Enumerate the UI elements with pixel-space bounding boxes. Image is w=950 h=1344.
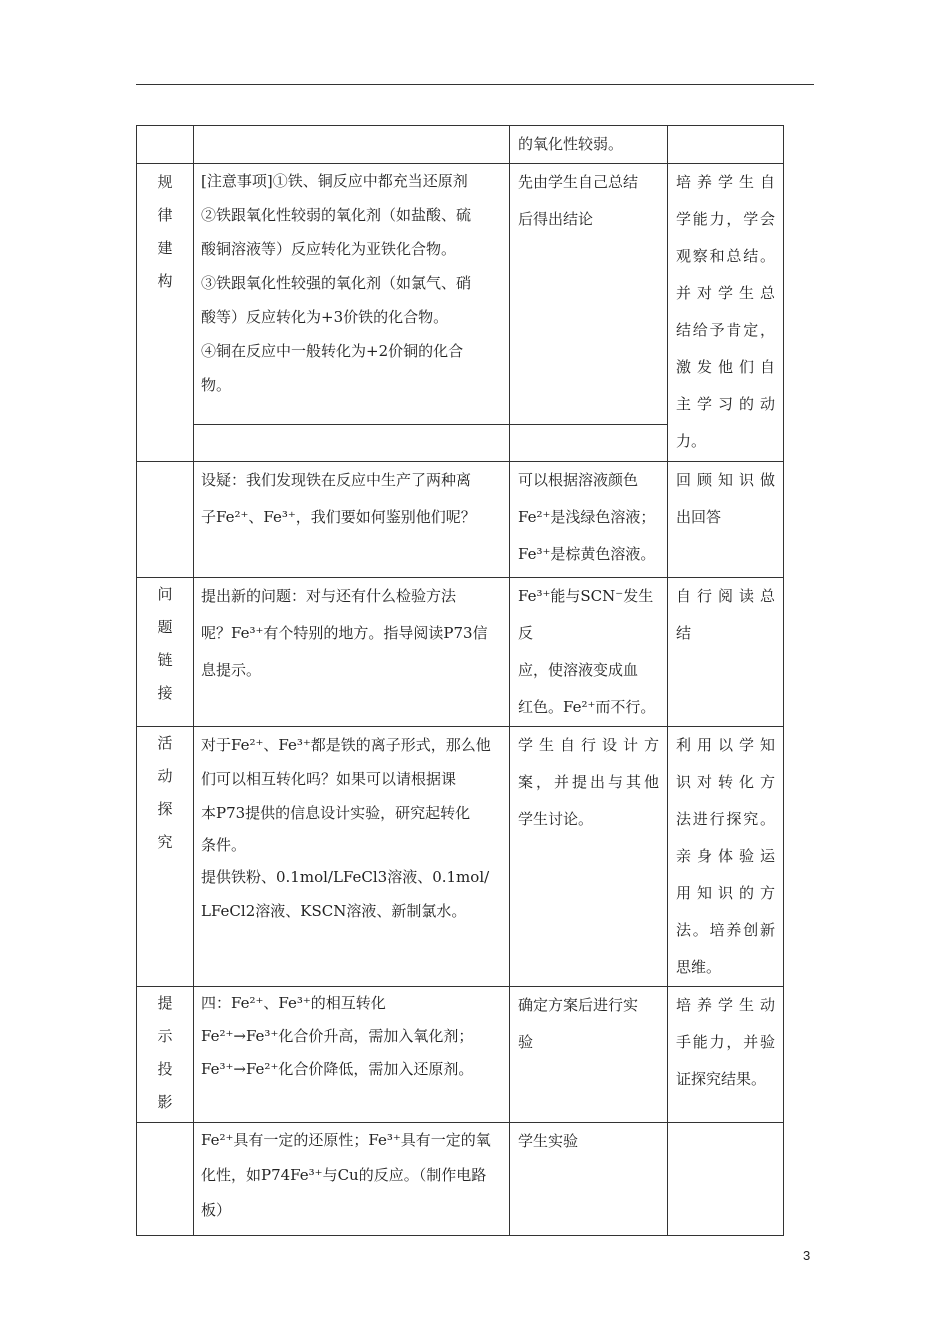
student-line: 学生讨论。 xyxy=(518,810,594,828)
content-line: 呢？Fe³⁺有个特别的地方。指导阅读P73信 xyxy=(201,624,488,642)
stage-char: 建 xyxy=(157,239,173,257)
table-row xyxy=(137,987,784,1123)
content-line: LFeCl2溶液、KSCN溶液、新制氯水。 xyxy=(201,902,467,920)
purpose-cell xyxy=(668,462,784,578)
content-line: 化性，如P74Fe³⁺与Cu的反应。（制作电路 xyxy=(201,1166,487,1184)
stage-char: 律 xyxy=(157,206,173,224)
student-line: 确定方案后进行实 xyxy=(518,996,639,1014)
purpose-line: 结 xyxy=(676,624,692,642)
student-line: Fe²⁺是浅绿色溶液； xyxy=(518,508,656,526)
student-activity-cell xyxy=(510,727,668,987)
table-row xyxy=(137,462,784,578)
stage-char: 示 xyxy=(157,1027,173,1045)
purpose-line: 利用以学知 xyxy=(676,736,775,754)
student-line: 后得出结论 xyxy=(518,210,594,228)
student-activity-cell xyxy=(510,1123,668,1236)
content-line: [注意事项]①铁、铜反应中都充当还原剂 xyxy=(201,172,468,190)
table-row xyxy=(137,126,784,164)
content-cell xyxy=(194,987,510,1123)
student-activity-cell xyxy=(510,987,668,1123)
page-number: 3 xyxy=(803,1248,811,1263)
purpose-line: 法进行探究。 xyxy=(676,810,775,828)
table-row xyxy=(137,727,784,987)
purpose-line: 亲身体验运 xyxy=(676,847,775,865)
content-line: 提供铁粉、0.1mol/LFeCl3溶液、0.1mol/ xyxy=(201,868,490,886)
stage-char: 规 xyxy=(157,173,173,191)
content-line: 板） xyxy=(201,1201,232,1219)
content-cell xyxy=(194,164,510,462)
purpose-line: 培养学生动 xyxy=(676,996,775,1014)
content-line: 酸等）反应转化为+3价铁的化合物。 xyxy=(201,308,449,326)
content-line: 四：Fe²⁺、Fe³⁺的相互转化 xyxy=(201,994,386,1012)
purpose-line: 并对学生总 xyxy=(676,284,775,302)
content-line: Fe²⁺具有一定的还原性；Fe³⁺具有一定的氧 xyxy=(201,1131,491,1149)
stage-cell xyxy=(137,126,194,164)
table-row xyxy=(137,578,784,727)
inner-divider xyxy=(194,424,509,461)
content-line: 酸铜溶液等）反应转化为亚铁化合物。 xyxy=(201,240,457,258)
stage-char: 链 xyxy=(157,651,173,669)
stage-char: 动 xyxy=(157,767,173,785)
purpose-line: 自行阅读总 xyxy=(676,587,775,605)
stage-cell xyxy=(137,727,194,987)
stage-char: 影 xyxy=(157,1093,173,1111)
purpose-cell xyxy=(668,578,784,727)
purpose-line: 手能力，并验 xyxy=(676,1033,775,1051)
stage-char: 投 xyxy=(157,1060,173,1078)
stage-cell xyxy=(137,578,194,727)
student-line: 案，并提出与其他 xyxy=(518,773,659,791)
content-line: 条件。 xyxy=(201,836,247,854)
purpose-line: 观察和总结。 xyxy=(676,247,775,265)
content-line: 子Fe²⁺、Fe³⁺，我们要如何鉴别他们呢？ xyxy=(201,508,476,526)
content-line: ③铁跟氧化性较强的氧化剂（如氯气、硝 xyxy=(201,274,472,292)
purpose-cell xyxy=(668,164,784,462)
content-line: 对于Fe²⁺、Fe³⁺都是铁的离子形式，那么他 xyxy=(201,736,491,754)
stage-char: 提 xyxy=(157,994,173,1012)
purpose-line: 回顾知识做 xyxy=(676,471,775,489)
purpose-cell xyxy=(668,727,784,987)
student-line: 的氧化性较弱。 xyxy=(518,135,624,153)
purpose-cell xyxy=(668,1123,784,1236)
student-line: 学生实验 xyxy=(518,1132,579,1150)
student-activity-cell xyxy=(510,164,668,462)
stage-cell xyxy=(137,164,194,462)
student-activity-cell xyxy=(510,462,668,578)
stage-char: 题 xyxy=(157,618,173,636)
content-line: 息提示。 xyxy=(201,661,262,679)
purpose-line: 用知识的方 xyxy=(676,884,775,902)
purpose-line: 激发他们自 xyxy=(676,358,775,376)
inner-divider xyxy=(510,424,667,461)
stage-char: 接 xyxy=(157,684,173,702)
content-line: 物。 xyxy=(201,376,232,394)
content-cell xyxy=(194,1123,510,1236)
purpose-cell xyxy=(668,126,784,164)
content-line: 们可以相互转化吗？如果可以请根据课 xyxy=(201,770,457,788)
content-line: 提出新的问题：对与还有什么检验方法 xyxy=(201,587,457,605)
content-line: Fe³⁺→Fe²⁺化合价降低，需加入还原剂。 xyxy=(201,1060,474,1078)
table-row xyxy=(137,1123,784,1236)
purpose-line: 出回答 xyxy=(676,508,722,526)
content-line: Fe²⁺→Fe³⁺化合价升高，需加入氧化剂； xyxy=(201,1027,474,1045)
purpose-line: 力。 xyxy=(676,432,707,450)
content-line: 本P73提供的信息设计实验，研究起转化 xyxy=(201,804,471,822)
content-cell xyxy=(194,126,510,164)
purpose-cell xyxy=(668,987,784,1123)
purpose-line: 证探究结果。 xyxy=(676,1070,767,1088)
content-cell xyxy=(194,578,510,727)
stage-char: 究 xyxy=(157,833,173,851)
lesson-plan-table xyxy=(136,125,784,1236)
stage-cell xyxy=(137,1123,194,1236)
table-row xyxy=(137,164,784,462)
header-rule xyxy=(136,84,814,85)
student-line: 验 xyxy=(518,1033,534,1051)
student-line: Fe³⁺能与SCN⁻发生反 xyxy=(518,587,654,642)
student-line: 应，使溶液变成血 xyxy=(518,661,639,679)
content-cell xyxy=(194,462,510,578)
stage-cell xyxy=(137,987,194,1123)
purpose-line: 结给予肯定， xyxy=(676,321,775,339)
stage-char: 构 xyxy=(157,272,173,290)
purpose-line: 主学习的动 xyxy=(676,395,775,413)
content-cell xyxy=(194,727,510,987)
content-line: ④铜在反应中一般转化为+2价铜的化合 xyxy=(201,342,464,360)
stage-char: 探 xyxy=(157,800,173,818)
purpose-line: 学能力，学会 xyxy=(676,210,775,228)
student-activity-cell xyxy=(510,578,668,727)
content-line: ②铁跟氧化性较弱的氧化剂（如盐酸、硫 xyxy=(201,206,472,224)
student-line: Fe³⁺是棕黄色溶液。 xyxy=(518,545,656,563)
student-line: 可以根据溶液颜色 xyxy=(518,471,639,489)
purpose-line: 法。培养创新 xyxy=(676,921,775,939)
stage-cell xyxy=(137,462,194,578)
stage-char: 活 xyxy=(157,734,173,752)
content-line: 设疑：我们发现铁在反应中生产了两种离 xyxy=(201,471,472,489)
student-line: 学生自行设计方 xyxy=(518,736,659,754)
student-line: 红色。Fe²⁺而不行。 xyxy=(518,698,656,716)
purpose-line: 培养学生自 xyxy=(676,173,775,191)
student-activity-cell xyxy=(510,126,668,164)
student-line: 先由学生自己总结 xyxy=(518,173,639,191)
purpose-line: 识对转化方 xyxy=(676,773,775,791)
purpose-line: 思维。 xyxy=(676,958,722,976)
stage-char: 问 xyxy=(157,585,173,603)
